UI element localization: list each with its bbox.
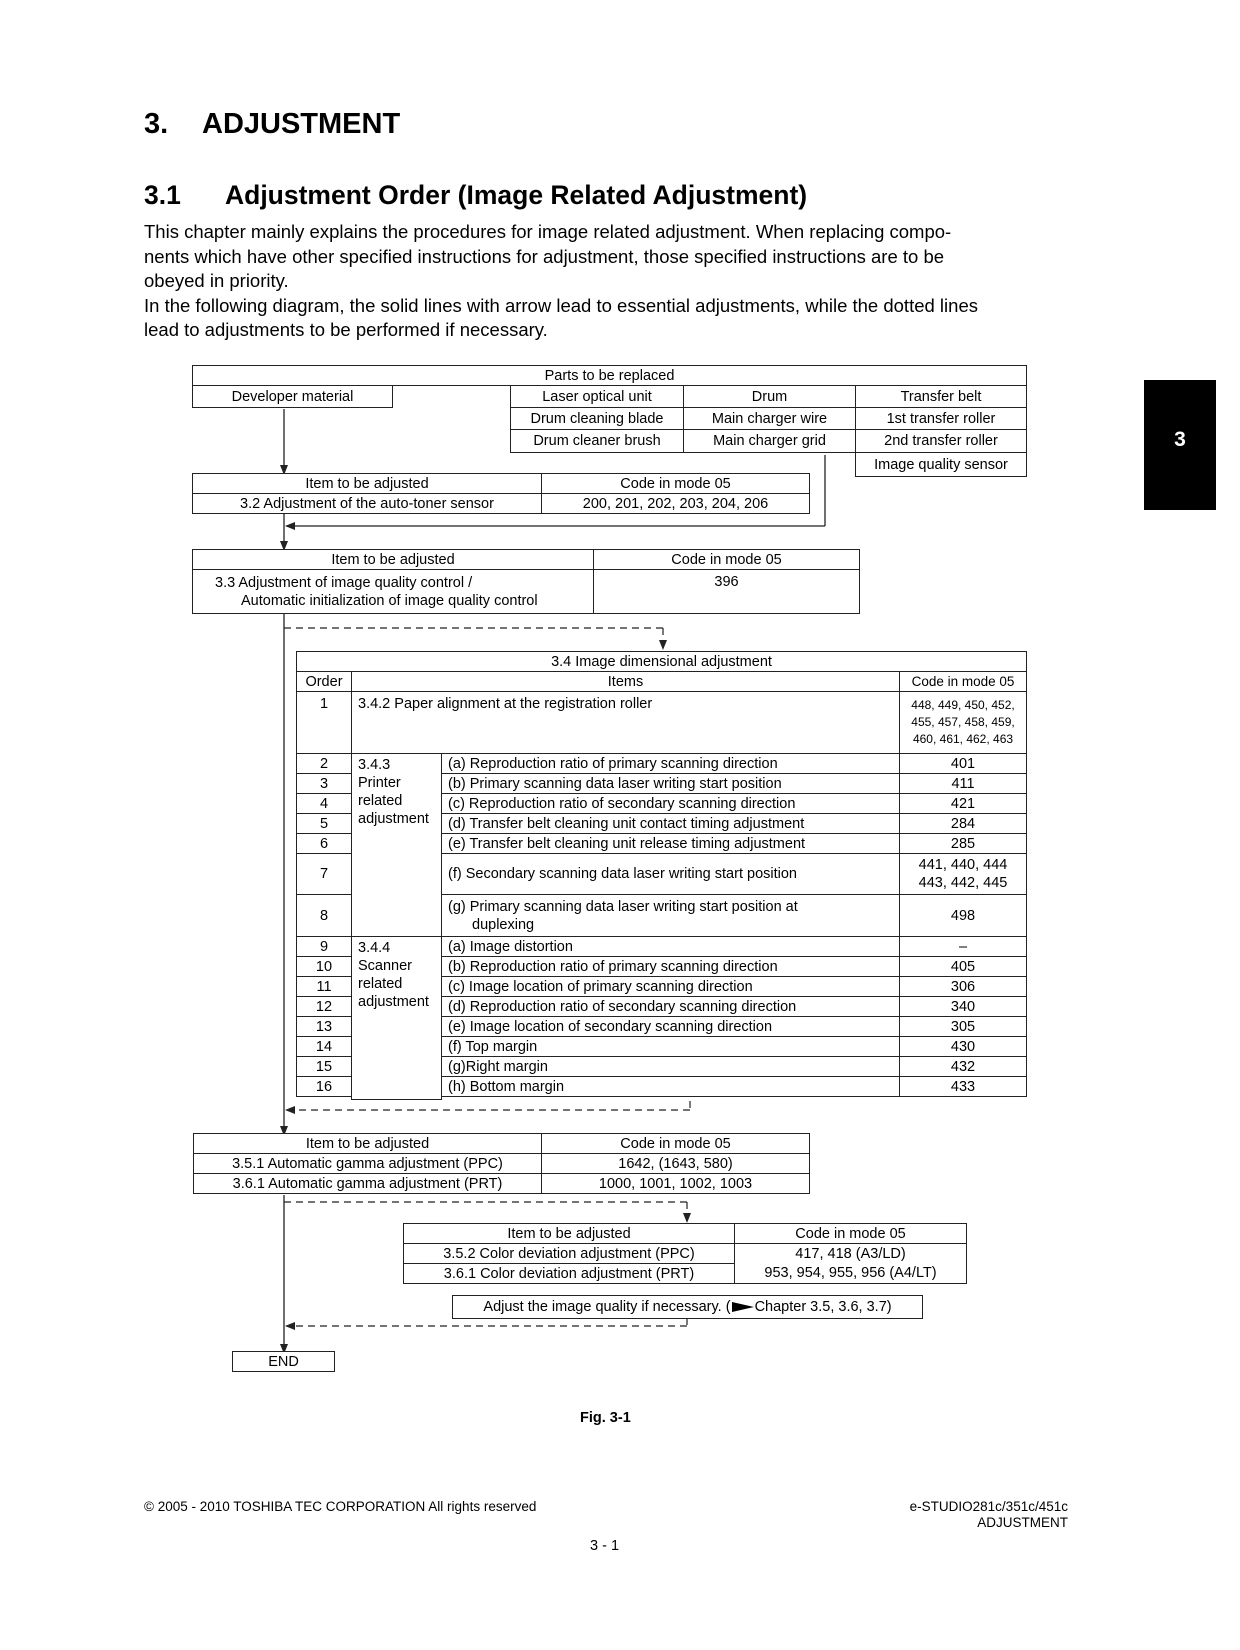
table-row-order: 1 [296, 691, 352, 754]
table-row-code: 411 [899, 773, 1027, 794]
part-roller-2: 2nd transfer roller [855, 429, 1027, 453]
footer-model [910, 1499, 1068, 1531]
group-label-line: adjustment [358, 811, 429, 827]
table-row-order: 6 [296, 833, 352, 854]
table-row-code: 433 [899, 1076, 1027, 1097]
table-row-code: 306 [899, 976, 1027, 997]
table-row-code: 284 [899, 813, 1027, 834]
table-row-item: 3.4.2 Paper alignment at the registration roller [351, 691, 900, 754]
table-row-item [441, 894, 900, 937]
block352-row1-item: 3.5.2 Color deviation adjustment (PPC) [403, 1243, 735, 1264]
block35-row1-code: 1642, (1643, 580) [541, 1153, 810, 1174]
block33-code-header: Code in mode 05 [593, 549, 860, 570]
end-box: END [232, 1351, 335, 1372]
table-row-item: (f) Secondary scanning data laser writing start position [441, 853, 900, 895]
code-line: 417, 418 (A3/LD) [795, 1245, 906, 1262]
table-row-order: 3 [296, 773, 352, 794]
group-printer-label [351, 753, 442, 937]
part-iq-sensor: Image quality sensor [855, 452, 1027, 477]
figure-caption: Fig. 3-1 [580, 1410, 631, 1426]
table-row-order: 10 [296, 956, 352, 977]
table-row-item: (a) Image distortion [441, 936, 900, 957]
block33-item-line: Automatic initialization of image quality control [241, 593, 538, 609]
parts-header: Parts to be replaced [192, 365, 1027, 386]
block35-code-header: Code in mode 05 [541, 1133, 810, 1154]
block352-item-header: Item to be adjusted [403, 1223, 735, 1244]
block32-item: 3.2 Adjustment of the auto-toner sensor [192, 493, 542, 514]
table-row-item: (b) Reproduction ratio of primary scanning direction [441, 956, 900, 977]
block35-row2-code: 1000, 1001, 1002, 1003 [541, 1173, 810, 1194]
note-text-pre: Adjust the image quality if necessary. ( [483, 1299, 731, 1315]
table34-col-code: Code in mode 05 [899, 671, 1027, 692]
block352-code [734, 1243, 967, 1284]
block33-code: 396 [593, 569, 860, 614]
table-row-order: 11 [296, 976, 352, 997]
block35-item-header: Item to be adjusted [193, 1133, 542, 1154]
item-line: duplexing [472, 916, 535, 933]
block32-code: 200, 201, 202, 203, 204, 206 [541, 493, 810, 514]
group-label-line: related [358, 976, 403, 992]
code-line: 455, 457, 458, 459, [911, 715, 1015, 729]
note-text-post: Chapter 3.5, 3.6, 3.7) [754, 1299, 892, 1315]
block32-code-header: Code in mode 05 [541, 473, 810, 494]
footer-chapter-name: ADJUSTMENT [977, 1515, 1068, 1530]
code-line: 441, 440, 444 [918, 857, 1008, 873]
intro-line: lead to adjustments to be performed if necessary. [144, 319, 548, 340]
page-number: 3 - 1 [590, 1538, 620, 1554]
part-laser: Laser optical unit [510, 385, 684, 408]
table-row-code: 430 [899, 1036, 1027, 1057]
table-row-item: (e) Image location of secondary scanning direction [441, 1016, 900, 1037]
table34-col-order: Order [296, 671, 352, 692]
table-row-code: 405 [899, 956, 1027, 977]
block33-item-header: Item to be adjusted [192, 549, 594, 570]
item-line: (g) Primary scanning data laser writing start position at [448, 898, 798, 915]
part-charger-wire: Main charger wire [683, 407, 856, 430]
block35-row2-item: 3.6.1 Automatic gamma adjustment (PRT) [193, 1173, 542, 1194]
group-label-line: adjustment [358, 994, 429, 1010]
note-box [452, 1295, 923, 1319]
table-row-code: 432 [899, 1056, 1027, 1077]
part-charger-grid: Main charger grid [683, 429, 856, 453]
table-row-order: 4 [296, 793, 352, 814]
group-label-line: Printer [358, 775, 401, 791]
section-title: Adjustment Order (Image Related Adjustment) [225, 180, 808, 210]
intro-line: obeyed in priority. [144, 270, 289, 291]
part-drum-brush: Drum cleaner brush [510, 429, 684, 453]
table-row-item: (f) Top margin [441, 1036, 900, 1057]
group-scanner-label [351, 936, 442, 1100]
table-row-order: 15 [296, 1056, 352, 1077]
chapter-tab-marker: 3 [1144, 380, 1216, 510]
table34-col-items: Items [351, 671, 900, 692]
block352-row2-item: 3.6.1 Color deviation adjustment (PRT) [403, 1263, 735, 1284]
part-transfer-belt: Transfer belt [855, 385, 1027, 408]
chapter-number: 3. [144, 108, 169, 140]
section-number: 3.1 [144, 180, 181, 210]
code-line: 448, 449, 450, 452, [911, 698, 1015, 712]
table-row-order: 5 [296, 813, 352, 834]
group-label-line: Scanner [358, 958, 413, 974]
table-row-order: 9 [296, 936, 352, 957]
table-row-code [899, 853, 1027, 895]
block352-code-header: Code in mode 05 [734, 1223, 967, 1244]
table-row-item: (c) Image location of primary scanning direction [441, 976, 900, 997]
pointer-arrow-icon [732, 1301, 754, 1313]
table-row-order: 14 [296, 1036, 352, 1057]
table-row-code: 305 [899, 1016, 1027, 1037]
intro-line: nents which have other specified instructions for adjustment, those specified instructions are to be [144, 245, 945, 267]
block33-item [192, 569, 594, 614]
intro-line: In the following diagram, the solid lines with arrow lead to essential adjustments, while the dotted lines [144, 294, 978, 316]
footer-copyright: © 2005 - 2010 TOSHIBA TEC CORPORATION All rights reserved [144, 1499, 537, 1514]
table-row-order: 8 [296, 894, 352, 937]
table-row-order: 7 [296, 853, 352, 895]
table-row-item: (h) Bottom margin [441, 1076, 900, 1097]
intro-line: This chapter mainly explains the procedures for image related adjustment. When replacing compo- [144, 221, 952, 242]
table-row-order: 13 [296, 1016, 352, 1037]
table-row-order: 12 [296, 996, 352, 1017]
table-row-code: 421 [899, 793, 1027, 814]
table-row-code: 285 [899, 833, 1027, 854]
table34-title: 3.4 Image dimensional adjustment [296, 651, 1027, 672]
table-row-code: 340 [899, 996, 1027, 1017]
part-drum: Drum [683, 385, 856, 408]
part-developer: Developer material [192, 385, 393, 408]
table-row-item: (c) Reproduction ratio of secondary scanning direction [441, 793, 900, 814]
table-row-item: (b) Primary scanning data laser writing start position [441, 773, 900, 794]
table-row-code: 401 [899, 753, 1027, 774]
table-row-code: – [899, 936, 1027, 957]
group-label-line: 3.4.3 [358, 757, 391, 773]
table-row-order: 2 [296, 753, 352, 774]
table-row-item: (a) Reproduction ratio of primary scanning direction [441, 753, 900, 774]
group-label-line: 3.4.4 [358, 940, 391, 956]
table-row-code: 498 [899, 894, 1027, 937]
chapter-title: ADJUSTMENT [202, 108, 401, 140]
code-line: 953, 954, 955, 956 (A4/LT) [764, 1264, 937, 1281]
group-label-line: related [358, 793, 403, 809]
table-row-code [899, 691, 1027, 754]
table-row-item: (d) Reproduction ratio of secondary scanning direction [441, 996, 900, 1017]
footer-model-name: e-STUDIO281c/351c/451c [909, 1499, 1068, 1514]
code-line: 460, 461, 462, 463 [912, 732, 1014, 746]
table-row-item: (g)Right margin [441, 1056, 900, 1077]
part-drum-blade: Drum cleaning blade [510, 407, 684, 430]
table-row-item: (d) Transfer belt cleaning unit contact timing adjustment [441, 813, 900, 834]
table-row-item: (e) Transfer belt cleaning unit release timing adjustment [441, 833, 900, 854]
block35-row1-item: 3.5.1 Automatic gamma adjustment (PPC) [193, 1153, 542, 1174]
table-row-order: 16 [296, 1076, 352, 1097]
code-line: 443, 442, 445 [918, 875, 1008, 891]
part-roller-1: 1st transfer roller [855, 407, 1027, 430]
block33-item-line: 3.3 Adjustment of image quality control / [215, 575, 473, 591]
block32-item-header: Item to be adjusted [192, 473, 542, 494]
